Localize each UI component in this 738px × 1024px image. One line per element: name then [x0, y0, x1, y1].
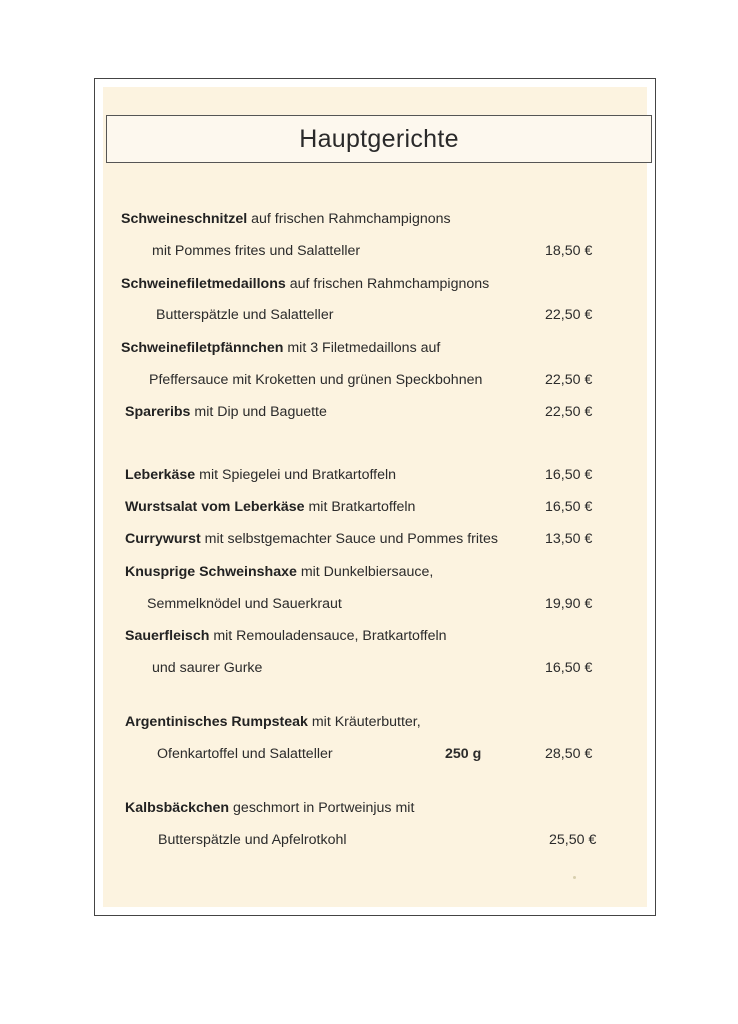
dish-name: Schweinefiletmedaillons — [121, 276, 286, 292]
dish-price: 28,50 € — [545, 746, 593, 762]
dish-description: mit Remouladensauce, Bratkartoffeln — [209, 628, 447, 644]
dish-price: 22,50 € — [545, 372, 593, 388]
menu-item-name-line — [121, 339, 440, 357]
dish-name: Spareribs — [125, 404, 191, 420]
dish-description: auf frischen Rahmchampignons — [247, 211, 451, 227]
dish-name: Kalbsbäckchen — [125, 800, 230, 816]
dish-description-line: Semmelknödel und Sauerkraut — [147, 596, 342, 612]
dish-description-line: Butterspätzle und Apfelrotkohl — [158, 832, 347, 848]
dish-price: 19,90 € — [545, 596, 593, 612]
dish-price: 25,50 € — [549, 832, 597, 848]
dish-name: Knusprige Schweinshaxe — [125, 564, 297, 580]
menu-item-name-line — [125, 466, 396, 484]
dish-description-line: Butterspätzle und Salatteller — [156, 307, 334, 323]
dish-description-line: Ofenkartoffel und Salatteller — [157, 746, 333, 762]
dish-name: Sauerfleisch — [125, 628, 210, 644]
dish-name: Leberkäse — [125, 467, 196, 483]
dish-name: Schweinefiletpfännchen — [121, 340, 284, 356]
dish-name: Wurstsalat vom Leberkäse — [125, 499, 305, 515]
scan-speck — [573, 876, 576, 879]
dish-price: 22,50 € — [545, 404, 593, 420]
dish-price: 13,50 € — [545, 531, 593, 547]
menu-item-name-line — [125, 530, 498, 548]
dish-name: Argentinisches Rumpsteak — [125, 714, 308, 730]
menu-item-name-line — [121, 210, 451, 228]
dish-description-line: und saurer Gurke — [152, 660, 263, 676]
dish-price: 16,50 € — [545, 467, 593, 483]
dish-description: mit Spiegelei und Bratkartoffeln — [195, 467, 397, 483]
menu-title: Hauptgerichte — [106, 115, 652, 163]
dish-description: mit selbstgemachter Sauce und Pommes frites — [200, 531, 498, 547]
menu-item-name-line — [121, 275, 489, 293]
menu-item-name-line — [125, 403, 327, 421]
menu-item-name-line — [125, 799, 414, 817]
dish-name: Schweineschnitzel — [121, 211, 248, 227]
menu-frame — [94, 78, 656, 916]
dish-price: 18,50 € — [545, 243, 593, 259]
dish-name: Currywurst — [125, 531, 201, 547]
menu-item-name-line — [125, 713, 421, 731]
dish-description: mit 3 Filetmedaillons auf — [283, 340, 441, 356]
dish-price: 16,50 € — [545, 499, 593, 515]
dish-description-line: mit Pommes frites und Salatteller — [152, 243, 361, 259]
menu-item-name-line — [125, 563, 433, 581]
dish-description: auf frischen Rahmchampignons — [285, 276, 490, 292]
dish-price: 16,50 € — [545, 660, 593, 676]
menu-item-name-line — [125, 627, 447, 645]
dish-description: mit Kräuterbutter, — [307, 714, 421, 730]
dish-description: geschmort in Portweinjus mit — [229, 800, 415, 816]
dish-description-line: Pfeffersauce mit Kroketten und grünen Speckbohnen — [149, 372, 483, 388]
dish-price: 22,50 € — [545, 307, 593, 323]
dish-description: mit Dip und Baguette — [190, 404, 327, 420]
dish-weight: 250 g — [445, 746, 482, 762]
dish-description: mit Dunkelbiersauce, — [296, 564, 434, 580]
menu-item-name-line — [125, 498, 415, 516]
dish-description: mit Bratkartoffeln — [304, 499, 416, 515]
